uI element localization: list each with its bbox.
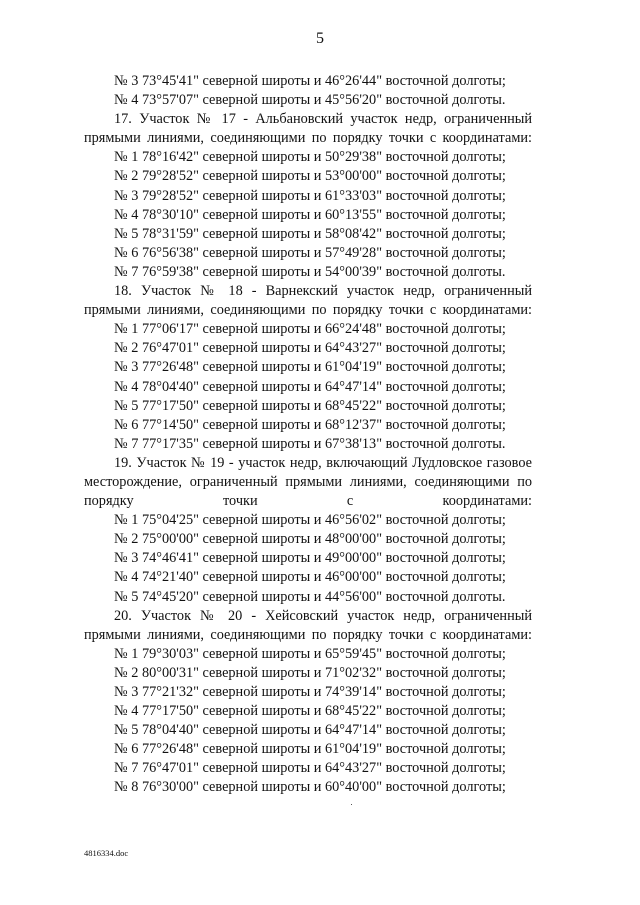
coordinate-line: № 1 75°04'25" северной широты и 46°56'02" восточной долготы; bbox=[114, 512, 506, 529]
section-heading-line: 19. Участок № 19 - участок недр, включающий Лудловское газовое bbox=[114, 454, 532, 471]
coordinate-line: № 5 78°04'40" северной широты и 64°47'14" восточной долготы; bbox=[114, 722, 506, 739]
coordinate-line: № 5 78°31'59" северной широты и 58°08'42" восточной долготы; bbox=[114, 225, 506, 242]
coordinate-line: № 5 74°45'20" северной широты и 44°56'00" восточной долготы. bbox=[114, 588, 506, 605]
coordinate-line: № 7 77°17'35" северной широты и 67°38'13" восточной долготы. bbox=[114, 435, 506, 452]
coordinate-line: № 4 77°17'50" северной широты и 68°45'22" восточной долготы; bbox=[114, 703, 506, 720]
document-body bbox=[84, 72, 532, 798]
section-heading-line: 20. Участок № 20 - Хейсовский участок недр, ограниченный bbox=[114, 607, 532, 624]
section-heading-line: 17. Участок № 17 - Альбановский участок недр, ограниченный bbox=[114, 111, 532, 128]
section-heading-line: 18. Участок № 18 - Варнекский участок недр, ограниченный bbox=[114, 283, 532, 300]
coordinate-line: № 6 76°56'38" северной широты и 57°49'28" восточной долготы; bbox=[114, 244, 506, 261]
coordinate-line: № 4 74°21'40" северной широты и 46°00'00" восточной долготы; bbox=[114, 569, 506, 586]
coordinate-line: № 7 76°47'01" северной широты и 64°43'27" восточной долготы; bbox=[114, 760, 506, 777]
coordinate-line: № 6 77°26'48" северной широты и 61°04'19" восточной долготы; bbox=[114, 741, 506, 758]
paragraph-line: прямыми линиями, соединяющими по порядку точки с координатами: bbox=[84, 626, 532, 643]
coordinate-line: № 8 76°30'00" северной широты и 60°40'00" восточной долготы; bbox=[114, 779, 506, 796]
page-number: 5 bbox=[316, 30, 324, 47]
coordinate-line: № 2 76°47'01" северной широты и 64°43'27" восточной долготы; bbox=[114, 340, 506, 357]
coordinate-line: № 3 77°26'48" северной широты и 61°04'19" восточной долготы; bbox=[114, 359, 506, 376]
coordinate-line: № 3 74°46'41" северной широты и 49°00'00" восточной долготы; bbox=[114, 550, 506, 567]
coordinate-line: № 4 78°04'40" северной широты и 64°47'14" восточной долготы; bbox=[114, 378, 506, 395]
coordinate-line: № 7 76°59'38" северной широты и 54°00'39" восточной долготы. bbox=[114, 263, 506, 280]
paragraph-line: порядку точки с координатами: bbox=[84, 493, 532, 510]
coordinate-line: № 2 79°28'52" северной широты и 53°00'00" восточной долготы; bbox=[114, 168, 506, 185]
paragraph-line: месторождение, ограниченный прямыми линиями, соединяющими по bbox=[84, 473, 532, 490]
coordinate-line: № 4 73°57'07" северной широты и 45°56'20" восточной долготы. bbox=[114, 92, 506, 109]
coordinate-line: № 1 79°30'03" северной широты и 65°59'45" восточной долготы; bbox=[114, 645, 506, 662]
coordinate-line: № 2 80°00'31" северной широты и 71°02'32" восточной долготы; bbox=[114, 664, 506, 681]
coordinate-line: № 1 78°16'42" северной широты и 50°29'38" восточной долготы; bbox=[114, 149, 506, 166]
footer-filename: 4816334.doc bbox=[84, 848, 129, 858]
coordinate-line: № 6 77°14'50" северной широты и 68°12'37" восточной долготы; bbox=[114, 416, 506, 433]
coordinate-line: № 5 77°17'50" северной широты и 68°45'22" восточной долготы; bbox=[114, 397, 506, 414]
paragraph-line: прямыми линиями, соединяющими по порядку точки с координатами: bbox=[84, 130, 532, 147]
coordinate-line: № 2 75°00'00" северной широты и 48°00'00" восточной долготы; bbox=[114, 531, 506, 548]
paragraph-line: прямыми линиями, соединяющими по порядку точки с координатами: bbox=[84, 302, 532, 319]
coordinate-line: № 3 79°28'52" северной широты и 61°33'03" восточной долготы; bbox=[114, 187, 506, 204]
coordinate-line: № 3 73°45'41" северной широты и 46°26'44" восточной долготы; bbox=[114, 73, 506, 89]
coordinate-line: № 3 77°21'32" северной широты и 74°39'14" восточной долготы; bbox=[114, 684, 506, 700]
coordinate-line: № 4 78°30'10" северной широты и 60°13'55" восточной долготы; bbox=[114, 206, 506, 223]
scan-speck bbox=[351, 804, 352, 805]
coordinate-line: № 1 77°06'17" северной широты и 66°24'48" восточной долготы; bbox=[114, 321, 506, 338]
